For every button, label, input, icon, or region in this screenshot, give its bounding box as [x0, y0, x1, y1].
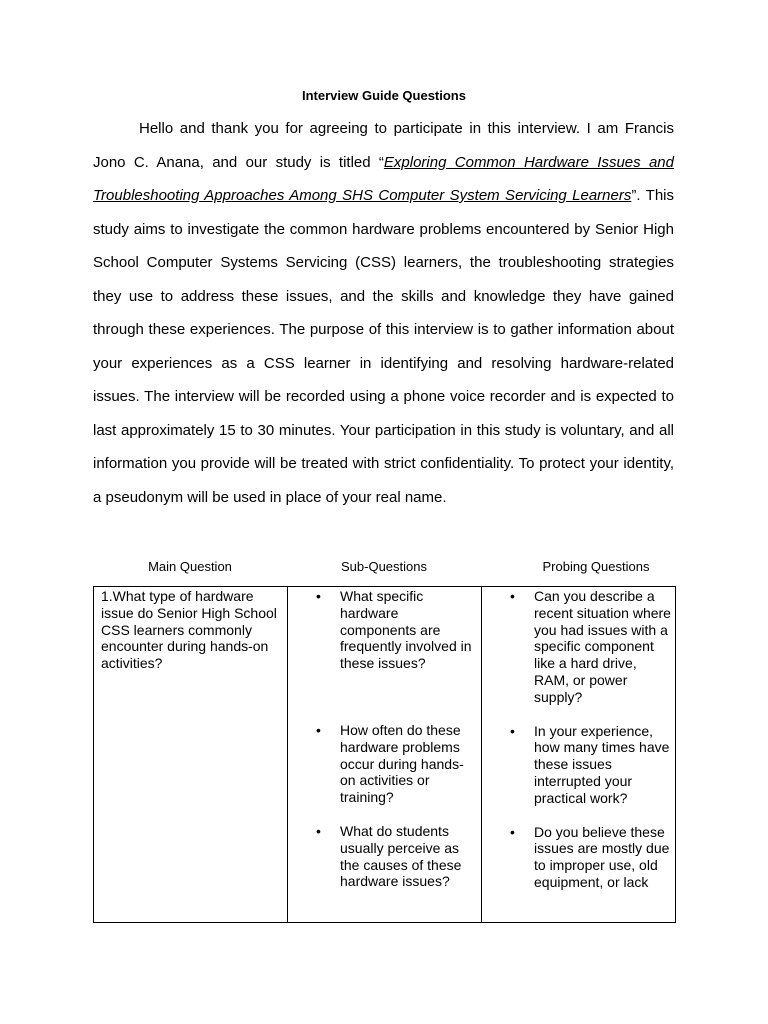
main-question: 1.What type of hardware issue do Senior High School CSS learners commonly encounter during hands-on activities?: [101, 588, 277, 672]
column-header-probing: Probing Questions: [542, 559, 650, 574]
column-header-main: Main Question: [148, 559, 232, 574]
bullet-icon: •: [316, 822, 321, 839]
intro-paragraph: [93, 112, 674, 514]
sub-questions-cell: [288, 587, 482, 923]
list-item: • In your experience, how many times have these issues interrupted your practical work?: [510, 722, 670, 806]
study-title: Exploring Common Hardware Issues and Troubleshooting Approaches Among SHS Computer System Servicing Learners: [93, 153, 674, 204]
main-question-cell: [94, 587, 288, 923]
list-item: • Do you believe these issues are mostly due to improper use, old equipment, or lack: [510, 823, 670, 890]
question-table: [93, 586, 676, 923]
bullet-icon: •: [510, 588, 515, 604]
column-header-sub: Sub-Questions: [341, 559, 427, 574]
list-item: • How often do these hardware problems occur during hands-on activities or training?: [316, 721, 464, 806]
bullet-icon: •: [316, 588, 321, 604]
list-item: • Can you describe a recent situation where you had issues with a specific component like a hard drive, RAM, or power supply?: [510, 588, 671, 705]
bullet-icon: •: [510, 823, 515, 840]
list-item: • What do students usually perceive as the causes of these hardware issues?: [316, 822, 462, 890]
probing-questions-list: [482, 587, 675, 891]
page-title: Interview Guide Questions: [302, 88, 466, 103]
list-item: • What specific hardware components are frequently involved in these issues?: [316, 588, 472, 672]
probing-questions-cell: [482, 587, 676, 923]
bullet-icon: •: [510, 722, 515, 739]
bullet-icon: •: [316, 721, 321, 738]
intro-text-rest: ”. This study aims to investigate the common hardware problems encountered by Senior High School Computer Systems Servicing (CSS) learners, the troubleshooting strategies they use to address these issues, and the skills and knowledge they have gained through these experiences. The purpose of this interview is to gather information about your experiences as a CSS learner in identifying and resolving hardware-related issues. The interview will be recorded using a phone voice recorder and is expected to last approximately 15 to 30 minutes. Your participation in this study is voluntary, and all information you provide will be treated with strict confidentiality. To protect your identity, a pseudonym will be used in place of your real name.: [93, 187, 674, 506]
sub-questions-list: [288, 587, 481, 890]
table-row: [94, 587, 676, 923]
intro-text-start: Hello and thank you for agreeing to participate in this interview. I am Francis Jono C. Anana, and our study is titled “: [93, 120, 674, 171]
